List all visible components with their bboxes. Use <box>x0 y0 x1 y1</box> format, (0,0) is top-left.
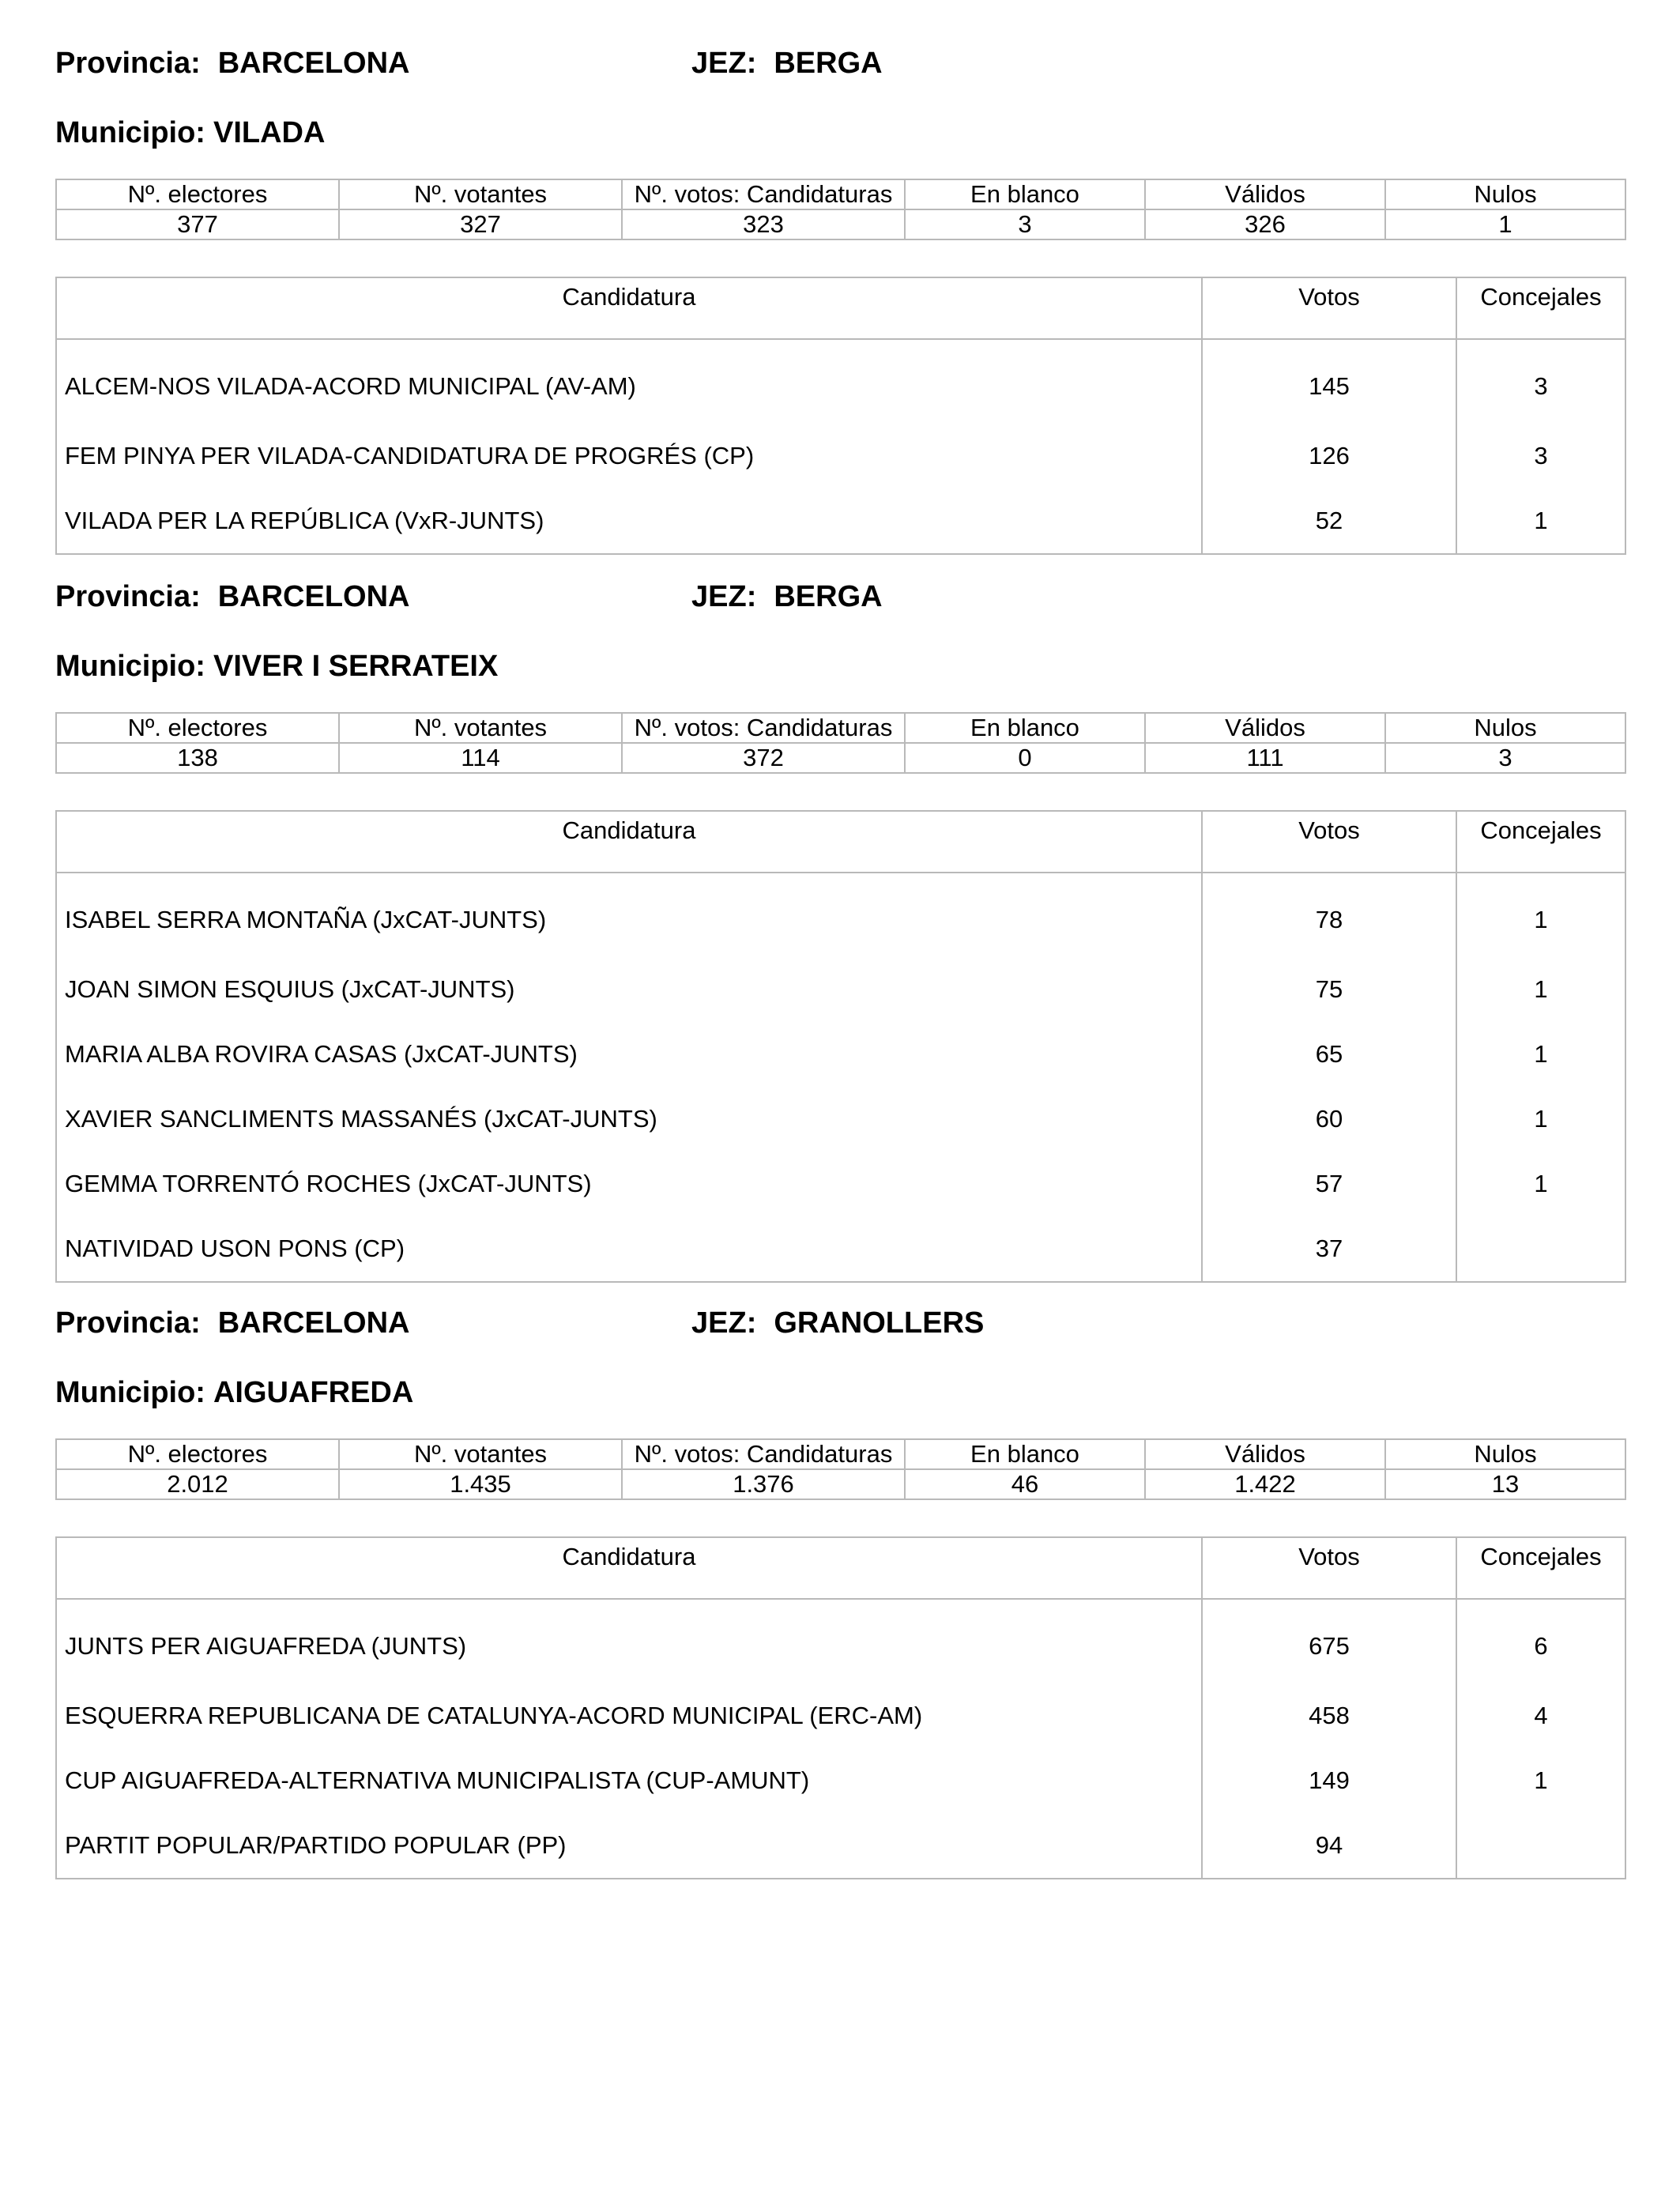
candidate-name: JOAN SIMON ESQUIUS (JxCAT-JUNTS) <box>56 957 1202 1022</box>
stat-value-nulos: 13 <box>1385 1469 1625 1499</box>
stat-value-electores: 2.012 <box>56 1469 339 1499</box>
candidate-row <box>56 488 1625 554</box>
candidate-name: GEMMA TORRENTÓ ROCHES (JxCAT-JUNTS) <box>56 1152 1202 1216</box>
jez-heading: JEZ: GRANOLLERS <box>691 1306 985 1340</box>
stat-header-votantes: Nº. votantes <box>339 713 622 743</box>
stat-value-nulos: 1 <box>1385 209 1625 239</box>
concejales-header: Concejales <box>1456 811 1625 873</box>
candidate-row <box>56 873 1625 957</box>
candidate-row <box>56 1683 1625 1748</box>
stat-value-votantes: 327 <box>339 209 622 239</box>
votos-header: Votos <box>1202 811 1456 873</box>
stat-header-electores: Nº. electores <box>56 1439 339 1469</box>
candidates-table <box>55 810 1626 1283</box>
summary-table <box>55 1438 1626 1500</box>
stat-value-nulos: 3 <box>1385 743 1625 773</box>
summary-values-row <box>56 1469 1625 1499</box>
concejales-header: Concejales <box>1456 277 1625 339</box>
candidate-votes: 94 <box>1202 1813 1456 1879</box>
candidate-seats: 3 <box>1456 424 1625 488</box>
candidate-votes: 75 <box>1202 957 1456 1022</box>
summary-values-row <box>56 743 1625 773</box>
stat-value-votantes: 114 <box>339 743 622 773</box>
stat-value-electores: 377 <box>56 209 339 239</box>
jez-heading: JEZ: BERGA <box>691 47 883 80</box>
stat-header-votantes: Nº. votantes <box>339 1439 622 1469</box>
candidate-seats: 1 <box>1456 957 1625 1022</box>
candidate-seats <box>1456 1216 1625 1282</box>
stat-header-votantes: Nº. votantes <box>339 179 622 209</box>
stat-header-nulos: Nulos <box>1385 1439 1625 1469</box>
municipio-heading: Municipio: VILADA <box>55 116 326 149</box>
candidate-row <box>56 1087 1625 1152</box>
stat-value-validos: 326 <box>1145 209 1385 239</box>
candidatura-header: Candidatura <box>56 1537 1202 1599</box>
candidatura-header: Candidatura <box>56 811 1202 873</box>
candidate-row <box>56 1748 1625 1813</box>
stat-value-electores: 138 <box>56 743 339 773</box>
candidate-name: FEM PINYA PER VILADA-CANDIDATURA DE PROGRÉS (CP) <box>56 424 1202 488</box>
stat-header-votos-candidaturas: Nº. votos: Candidaturas <box>622 1439 905 1469</box>
candidate-row <box>56 1216 1625 1282</box>
candidate-votes: 675 <box>1202 1599 1456 1683</box>
stat-value-validos: 1.422 <box>1145 1469 1385 1499</box>
candidate-seats: 3 <box>1456 339 1625 424</box>
stat-header-en-blanco: En blanco <box>905 713 1145 743</box>
candidate-seats: 1 <box>1456 1152 1625 1216</box>
candidate-name: ISABEL SERRA MONTAÑA (JxCAT-JUNTS) <box>56 873 1202 957</box>
stat-value-votos-candidaturas: 1.376 <box>622 1469 905 1499</box>
candidate-row <box>56 1022 1625 1087</box>
municipio-heading: Municipio: AIGUAFREDA <box>55 1376 414 1409</box>
candidate-seats: 1 <box>1456 1748 1625 1813</box>
candidate-votes: 145 <box>1202 339 1456 424</box>
summary-header-row <box>56 179 1625 209</box>
candidate-votes: 78 <box>1202 873 1456 957</box>
candidate-name: MARIA ALBA ROVIRA CASAS (JxCAT-JUNTS) <box>56 1022 1202 1087</box>
stat-value-en-blanco: 0 <box>905 743 1145 773</box>
provincia-heading: Provincia: BARCELONA <box>55 47 410 80</box>
candidates-table <box>55 277 1626 555</box>
stat-header-validos: Válidos <box>1145 713 1385 743</box>
candidate-seats: 1 <box>1456 488 1625 554</box>
candidate-votes: 37 <box>1202 1216 1456 1282</box>
summary-table <box>55 179 1626 240</box>
stat-value-validos: 111 <box>1145 743 1385 773</box>
stat-value-en-blanco: 46 <box>905 1469 1145 1499</box>
candidate-name: NATIVIDAD USON PONS (CP) <box>56 1216 1202 1282</box>
stat-header-nulos: Nulos <box>1385 713 1625 743</box>
stat-header-validos: Válidos <box>1145 1439 1385 1469</box>
stat-header-electores: Nº. electores <box>56 179 339 209</box>
candidate-row <box>56 339 1625 424</box>
stat-header-votos-candidaturas: Nº. votos: Candidaturas <box>622 179 905 209</box>
candidate-seats: 4 <box>1456 1683 1625 1748</box>
candidate-votes: 52 <box>1202 488 1456 554</box>
stat-value-votos-candidaturas: 372 <box>622 743 905 773</box>
candidate-row <box>56 1152 1625 1216</box>
summary-header-row <box>56 713 1625 743</box>
stat-header-electores: Nº. electores <box>56 713 339 743</box>
candidate-name: PARTIT POPULAR/PARTIDO POPULAR (PP) <box>56 1813 1202 1879</box>
candidate-name: ALCEM-NOS VILADA-ACORD MUNICIPAL (AV-AM) <box>56 339 1202 424</box>
stat-header-en-blanco: En blanco <box>905 1439 1145 1469</box>
stat-header-en-blanco: En blanco <box>905 179 1145 209</box>
candidates-header-row <box>56 1537 1625 1599</box>
stat-header-validos: Válidos <box>1145 179 1385 209</box>
stat-header-nulos: Nulos <box>1385 179 1625 209</box>
candidate-votes: 149 <box>1202 1748 1456 1813</box>
municipio-heading: Municipio: VIVER I SERRATEIX <box>55 650 499 683</box>
candidate-row <box>56 1599 1625 1683</box>
stat-value-votantes: 1.435 <box>339 1469 622 1499</box>
candidate-name: JUNTS PER AIGUAFREDA (JUNTS) <box>56 1599 1202 1683</box>
candidate-name: ESQUERRA REPUBLICANA DE CATALUNYA-ACORD MUNICIPAL (ERC-AM) <box>56 1683 1202 1748</box>
candidate-row <box>56 957 1625 1022</box>
candidate-seats: 1 <box>1456 1022 1625 1087</box>
jez-heading: JEZ: BERGA <box>691 580 883 613</box>
candidate-seats: 6 <box>1456 1599 1625 1683</box>
candidate-votes: 57 <box>1202 1152 1456 1216</box>
votos-header: Votos <box>1202 1537 1456 1599</box>
stat-header-votos-candidaturas: Nº. votos: Candidaturas <box>622 713 905 743</box>
summary-values-row <box>56 209 1625 239</box>
votos-header: Votos <box>1202 277 1456 339</box>
candidatura-header: Candidatura <box>56 277 1202 339</box>
candidate-seats: 1 <box>1456 873 1625 957</box>
summary-table <box>55 712 1626 774</box>
provincia-heading: Provincia: BARCELONA <box>55 580 410 613</box>
candidate-votes: 65 <box>1202 1022 1456 1087</box>
candidates-table <box>55 1536 1626 1879</box>
candidate-votes: 458 <box>1202 1683 1456 1748</box>
candidate-votes: 126 <box>1202 424 1456 488</box>
concejales-header: Concejales <box>1456 1537 1625 1599</box>
candidates-header-row <box>56 277 1625 339</box>
stat-value-votos-candidaturas: 323 <box>622 209 905 239</box>
summary-header-row <box>56 1439 1625 1469</box>
candidate-row <box>56 424 1625 488</box>
candidate-name: CUP AIGUAFREDA-ALTERNATIVA MUNICIPALISTA (CUP-AMUNT) <box>56 1748 1202 1813</box>
candidate-name: VILADA PER LA REPÚBLICA (VxR-JUNTS) <box>56 488 1202 554</box>
candidate-seats <box>1456 1813 1625 1879</box>
candidate-seats: 1 <box>1456 1087 1625 1152</box>
stat-value-en-blanco: 3 <box>905 209 1145 239</box>
candidate-row <box>56 1813 1625 1879</box>
candidates-header-row <box>56 811 1625 873</box>
provincia-heading: Provincia: BARCELONA <box>55 1306 410 1340</box>
candidate-name: XAVIER SANCLIMENTS MASSANÉS (JxCAT-JUNTS) <box>56 1087 1202 1152</box>
candidate-votes: 60 <box>1202 1087 1456 1152</box>
